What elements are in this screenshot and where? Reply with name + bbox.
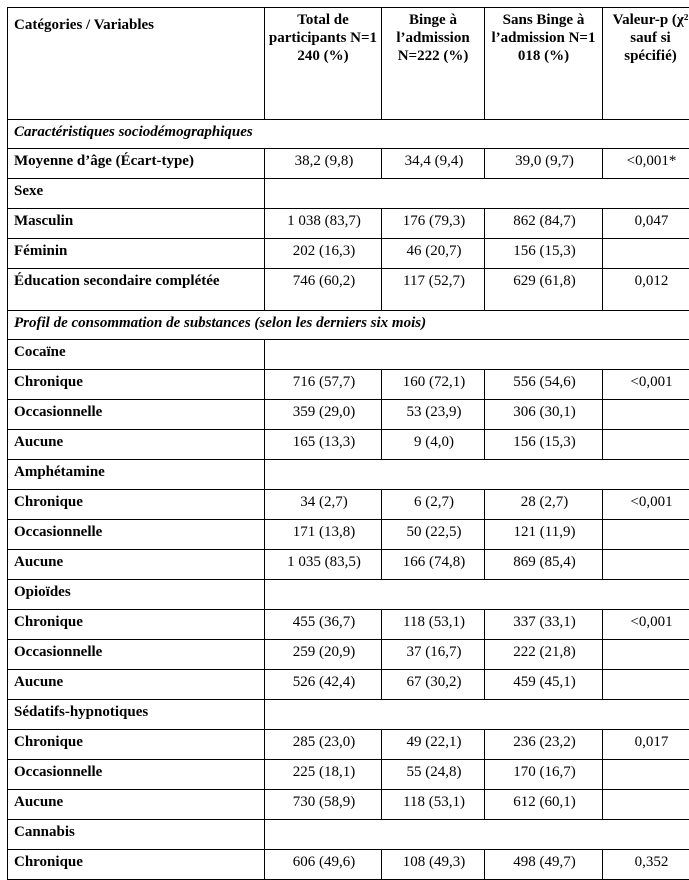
cell-total: 716 (57,7) — [265, 370, 382, 400]
table-row — [8, 370, 689, 400]
cell-binge: 49 (22,1) — [382, 730, 485, 760]
cell-p-value — [603, 520, 689, 550]
cell-sans-binge: 629 (61,8) — [485, 269, 603, 311]
cell-total: 34 (2,7) — [265, 490, 382, 520]
table-row — [8, 209, 689, 239]
header-row — [8, 8, 689, 120]
cell-sans-binge: 236 (23,2) — [485, 730, 603, 760]
cell-sans-binge: 170 (16,7) — [485, 760, 603, 790]
cell-sans-binge: 156 (15,3) — [485, 239, 603, 269]
cell-p-value: <0,001* — [603, 149, 689, 179]
cell-total: 730 (58,9) — [265, 790, 382, 820]
cell-sans-binge: 337 (33,1) — [485, 610, 603, 640]
table-row — [8, 550, 689, 580]
cell-sans-binge: 306 (30,1) — [485, 400, 603, 430]
cell-sans-binge: 869 (85,4) — [485, 550, 603, 580]
cell-total: 38,2 (9,8) — [265, 149, 382, 179]
table-row — [8, 340, 689, 370]
cell-total: 455 (36,7) — [265, 610, 382, 640]
cell-binge: 108 (49,3) — [382, 850, 485, 880]
cell-sans-binge: 28 (2,7) — [485, 490, 603, 520]
cell-p-value: <0,001 — [603, 370, 689, 400]
cell-binge: 166 (74,8) — [382, 550, 485, 580]
cell-sans-binge: 862 (84,7) — [485, 209, 603, 239]
table-row — [8, 400, 689, 430]
group-empty-cell — [265, 460, 689, 490]
row-label: Occasionnelle — [8, 520, 265, 550]
section-socio-title: Caractéristiques sociodémographiques — [8, 120, 689, 149]
cell-sans-binge: 556 (54,6) — [485, 370, 603, 400]
table-row — [8, 239, 689, 269]
cell-sans-binge: 222 (21,8) — [485, 640, 603, 670]
table-row — [8, 850, 689, 880]
table-row — [8, 149, 689, 179]
header-binge: Binge à l’admission N=222 (%) — [382, 8, 485, 120]
cell-p-value — [603, 550, 689, 580]
cell-sans-binge: 39,0 (9,7) — [485, 149, 603, 179]
row-label: Sexe — [8, 179, 265, 209]
cell-binge: 6 (2,7) — [382, 490, 485, 520]
cell-total: 202 (16,3) — [265, 239, 382, 269]
cell-p-value — [603, 790, 689, 820]
cell-total: 1 035 (83,5) — [265, 550, 382, 580]
row-label: Moyenne d’âge (Écart-type) — [8, 149, 265, 179]
cell-binge: 55 (24,8) — [382, 760, 485, 790]
cell-binge: 117 (52,7) — [382, 269, 485, 311]
cell-p-value: 0,012 — [603, 269, 689, 311]
cell-p-value — [603, 430, 689, 460]
cell-total: 526 (42,4) — [265, 670, 382, 700]
table-row — [8, 820, 689, 850]
cell-total: 746 (60,2) — [265, 269, 382, 311]
cell-p-value: <0,001 — [603, 610, 689, 640]
row-label: Aucune — [8, 550, 265, 580]
cell-sans-binge: 498 (49,7) — [485, 850, 603, 880]
table-row — [8, 760, 689, 790]
row-label: Masculin — [8, 209, 265, 239]
row-label: Chronique — [8, 850, 265, 880]
cell-binge: 118 (53,1) — [382, 790, 485, 820]
cell-p-value — [603, 670, 689, 700]
header-sans-binge: Sans Binge à l’admission N=1 018 (%) — [485, 8, 603, 120]
cell-sans-binge: 459 (45,1) — [485, 670, 603, 700]
cell-total: 359 (29,0) — [265, 400, 382, 430]
cell-p-value: 0,017 — [603, 730, 689, 760]
cell-binge: 118 (53,1) — [382, 610, 485, 640]
table-row — [8, 430, 689, 460]
cell-binge: 50 (22,5) — [382, 520, 485, 550]
cell-p-value: 0,047 — [603, 209, 689, 239]
table-row — [8, 730, 689, 760]
cell-total: 1 038 (83,7) — [265, 209, 382, 239]
cell-binge: 160 (72,1) — [382, 370, 485, 400]
group-empty-cell — [265, 820, 689, 850]
cell-binge: 37 (16,7) — [382, 640, 485, 670]
section-row — [8, 311, 689, 340]
row-label: Occasionnelle — [8, 640, 265, 670]
cell-binge: 46 (20,7) — [382, 239, 485, 269]
cell-total: 225 (18,1) — [265, 760, 382, 790]
table-row — [8, 179, 689, 209]
cell-binge: 53 (23,9) — [382, 400, 485, 430]
cell-binge: 67 (30,2) — [382, 670, 485, 700]
row-label: Occasionnelle — [8, 760, 265, 790]
row-label: Occasionnelle — [8, 400, 265, 430]
header-p-value: Valeur-p (χ² sauf si spécifié) — [603, 8, 689, 120]
row-label: Chronique — [8, 370, 265, 400]
row-label: Aucune — [8, 790, 265, 820]
table-row — [8, 700, 689, 730]
cell-total: 606 (49,6) — [265, 850, 382, 880]
cell-total: 171 (13,8) — [265, 520, 382, 550]
cell-p-value — [603, 760, 689, 790]
table-row — [8, 520, 689, 550]
table-row — [8, 790, 689, 820]
cell-p-value — [603, 239, 689, 269]
header-total: Total de participants N=1 240 (%) — [265, 8, 382, 120]
table-row — [8, 460, 689, 490]
table-row — [8, 490, 689, 520]
cell-sans-binge: 612 (60,1) — [485, 790, 603, 820]
section-substance-title: Profil de consommation de substances (selon les derniers six mois) — [8, 311, 689, 340]
group-empty-cell — [265, 700, 689, 730]
cell-p-value — [603, 400, 689, 430]
section-row — [8, 120, 689, 149]
row-label: Cocaïne — [8, 340, 265, 370]
cell-total: 165 (13,3) — [265, 430, 382, 460]
row-label: Éducation secondaire complétée — [8, 269, 265, 311]
table-row — [8, 670, 689, 700]
table-row — [8, 610, 689, 640]
table-row — [8, 640, 689, 670]
row-label: Chronique — [8, 610, 265, 640]
cell-p-value: <0,001 — [603, 490, 689, 520]
row-label: Chronique — [8, 490, 265, 520]
row-label: Amphétamine — [8, 460, 265, 490]
row-label: Sédatifs-hypnotiques — [8, 700, 265, 730]
group-empty-cell — [265, 580, 689, 610]
cell-binge: 34,4 (9,4) — [382, 149, 485, 179]
row-label: Aucune — [8, 670, 265, 700]
row-label: Féminin — [8, 239, 265, 269]
cell-sans-binge: 121 (11,9) — [485, 520, 603, 550]
row-label: Cannabis — [8, 820, 265, 850]
row-label: Opioïdes — [8, 580, 265, 610]
group-empty-cell — [265, 340, 689, 370]
row-label: Aucune — [8, 430, 265, 460]
table-row — [8, 580, 689, 610]
group-empty-cell — [265, 179, 689, 209]
header-categories: Catégories / Variables — [8, 8, 265, 120]
cell-total: 285 (23,0) — [265, 730, 382, 760]
table-row — [8, 269, 689, 311]
cell-p-value: 0,352 — [603, 850, 689, 880]
cell-binge: 9 (4,0) — [382, 430, 485, 460]
results-table — [7, 7, 689, 880]
cell-binge: 176 (79,3) — [382, 209, 485, 239]
cell-total: 259 (20,9) — [265, 640, 382, 670]
row-label: Chronique — [8, 730, 265, 760]
cell-p-value — [603, 640, 689, 670]
cell-sans-binge: 156 (15,3) — [485, 430, 603, 460]
